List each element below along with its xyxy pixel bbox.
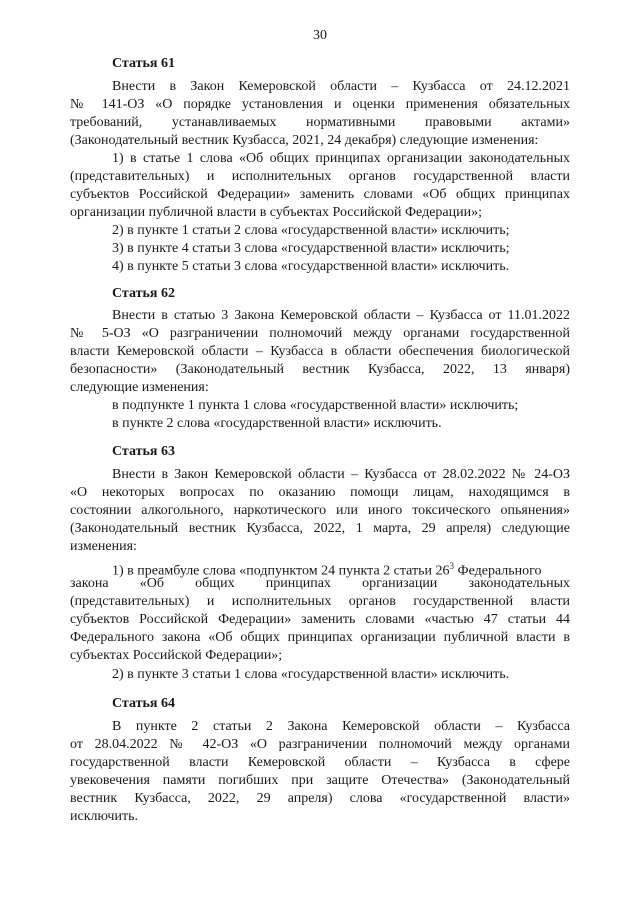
article-61-item-3: 3) в пункте 4 статьи 3 слова «государственной власти» исключить; <box>112 241 510 256</box>
article-64-line: исключить. <box>70 809 138 824</box>
article-63-item-1-line: закона «Об общих принципах организации законодательных <box>70 576 570 591</box>
article-62-intro-line: власти Кемеровской области – Кузбасса в области обеспечения биологической <box>70 344 570 359</box>
article-62-intro-line: Внести в статью 3 Закона Кемеровской области – Кузбасса от 11.01.2022 <box>112 308 570 323</box>
article-61-intro-line: Внести в Закон Кемеровской области – Кузбасса от 24.12.2021 <box>112 79 570 94</box>
article-62-intro-line: безопасности» (Законодательный вестник Кузбасса, 2022, 13 января) <box>70 362 570 377</box>
article-61-item-1-line: организации публичной власти в субъектах Российской Федерации»; <box>70 205 483 220</box>
article-62-item-1: в подпункте 1 пункта 1 слова «государственной власти» исключить; <box>112 398 519 413</box>
article-64-title: Статья 64 <box>112 696 175 711</box>
article-62-intro-line: следующие изменения: <box>70 380 209 395</box>
article-61-intro-line: № 141-ОЗ «О порядке установления и оценки применения обязательных <box>70 97 570 112</box>
article-61-item-1-line: 1) в статье 1 слова «Об общих принципах организации законодательных <box>112 151 570 166</box>
article-62-title: Статья 62 <box>112 286 175 301</box>
article-61-item-1-line: субъектов Российской Федерации» заменить словами «Об общих принципах <box>70 187 570 202</box>
article-63-item-2: 2) в пункте 3 статьи 1 слова «государственной власти» исключить. <box>112 667 510 682</box>
article-63-item-1-line: субъектах Российской Федерации»; <box>70 648 283 663</box>
article-63-intro-line: «О некоторых вопросах по оказанию помощи лицам, находящимся в <box>70 485 570 500</box>
article-61-item-2: 2) в пункте 1 статьи 2 слова «государственной власти» исключить; <box>112 223 510 238</box>
article-63-title: Статья 63 <box>112 444 175 459</box>
article-63-intro-line: состоянии алкогольного, наркотического или иного токсического опьянения» <box>70 503 570 518</box>
article-63-item-1-line: (представительных) и исполнительных органов государственной власти <box>70 594 570 609</box>
article-62-intro-line: № 5-ОЗ «О разграничении полномочий между органами государственной <box>70 326 570 341</box>
article-63-item-1-text-end: Федерального <box>454 563 542 579</box>
article-64-line: В пункте 2 статьи 2 Закона Кемеровской области – Кузбасса <box>112 719 570 734</box>
article-63-intro-line: (Законодательный вестник Кузбасса, 2022, 1 марта, 29 апреля) следующие <box>70 521 570 536</box>
article-63-item-1-text: 1) в преамбуле слова «подпунктом 24 пункта 2 статьи 26 <box>112 563 450 579</box>
article-64-line: увековечения памяти погибших при защите Отечества» (Законодательный <box>70 773 570 788</box>
page-number: 30 <box>313 28 327 43</box>
article-61-intro-line: (Законодательный вестник Кузбасса, 2021, 24 декабря) следующие изменения: <box>70 133 539 148</box>
article-64-line: вестник Кузбасса, 2022, 29 апреля) слова «государственной власти» <box>70 791 570 806</box>
article-63-superscript: 3 <box>449 561 455 571</box>
article-63-intro-line: Внести в Закон Кемеровской области – Кузбасса от 28.02.2022 № 24-ОЗ <box>112 467 570 482</box>
article-61-item-4: 4) в пункте 5 статьи 3 слова «государственной власти» исключить. <box>112 259 510 274</box>
article-61-intro-line: требований, устанавливаемых нормативными правовыми актами» <box>70 115 570 130</box>
article-61-item-1-line: (представительных) и исполнительных органов государственной власти <box>70 169 570 184</box>
article-63-intro-line: изменения: <box>70 539 137 554</box>
article-62-item-2: в пункте 2 слова «государственной власти» исключить. <box>112 416 442 431</box>
article-64-line: от 28.04.2022 № 42-ОЗ «О разграничении полномочий между органами <box>70 737 570 752</box>
article-64-line: государственной власти Кемеровской области – Кузбасса в сфере <box>70 755 570 770</box>
article-61-title: Статья 61 <box>112 56 175 71</box>
article-63-item-1-line: субъектов Российской Федерации» заменить словами «частью 47 статьи 44 <box>70 612 570 627</box>
article-63-item-1-line: Федерального закона «Об общих принципах организации публичной власти в <box>70 630 570 645</box>
